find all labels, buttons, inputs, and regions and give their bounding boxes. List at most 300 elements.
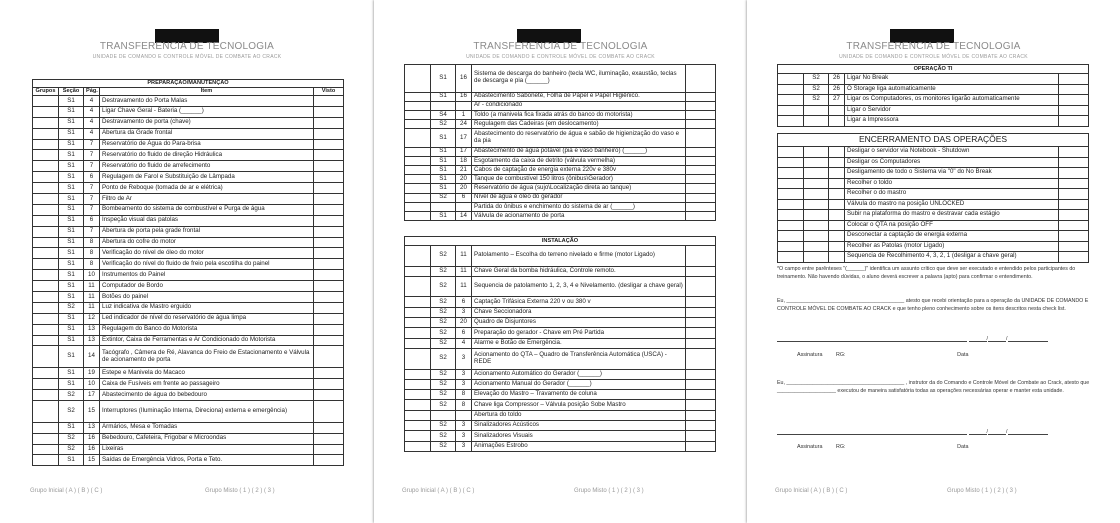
table-row	[405, 318, 716, 328]
cell-visto	[1059, 231, 1089, 242]
table-row	[33, 422, 344, 433]
cell-pagina: 18	[456, 156, 472, 165]
cell-secao: S1	[59, 237, 84, 248]
cell-visto	[686, 120, 716, 129]
label-assinatura: Assinatura	[797, 444, 823, 450]
cell-visto	[314, 259, 344, 270]
cell-grupo	[33, 226, 59, 237]
cell-item: Acionamento Automático do Gerador (______)	[472, 369, 686, 379]
cell-grupo	[33, 161, 59, 172]
cell-secao: S2	[804, 74, 829, 85]
footer-grupo-inicial: Grupo Inicial ( A ) ( B ) ( C )	[775, 488, 848, 494]
cell-grupo	[778, 178, 804, 189]
cell-item: Alarme e Botão de Emergência.	[472, 338, 686, 348]
table-row	[405, 193, 716, 202]
cell-secao: S1	[59, 150, 84, 161]
cell-pagina	[829, 105, 845, 116]
cell-pagina	[456, 410, 472, 420]
table-row	[405, 184, 716, 193]
cell-grupo	[778, 105, 804, 116]
cell-item: Cabos de captação de energia externa 220v e 380v	[472, 166, 686, 175]
table-row	[405, 410, 716, 420]
cell-visto	[314, 455, 344, 466]
table-row	[33, 292, 344, 303]
cell-secao: S1	[59, 215, 84, 226]
cell-secao: S1	[431, 166, 456, 175]
table-row	[405, 338, 716, 348]
cell-item: Subir na plataforma do mastro e destravar cada estágio	[845, 210, 1059, 221]
cell-visto	[314, 281, 344, 292]
document-page-2	[374, 0, 747, 523]
cell-item: Nível de água e óleo do gerador	[472, 193, 686, 202]
cell-visto	[686, 276, 716, 297]
cell-secao: S1	[431, 129, 456, 147]
table-row	[33, 455, 344, 466]
cell-visto	[314, 128, 344, 139]
cell-visto	[686, 307, 716, 317]
cell-secao: S1	[59, 313, 84, 324]
cell-secao: S2	[431, 348, 456, 369]
cell-item: Chave Geral da bomba hidráulica, Controle remoto.	[472, 266, 686, 276]
cell-item: Caixa de Fusíveis em frente ao passageiro	[100, 379, 314, 390]
table-row	[33, 302, 344, 313]
cell-item: Captação Trifásica Externa 220 v ou 380 v	[472, 297, 686, 307]
cell-secao: S1	[431, 184, 456, 193]
cell-grupo	[778, 84, 804, 95]
cell-secao: S1	[59, 172, 84, 183]
cell-pagina: 3	[456, 307, 472, 317]
cell-pagina: 10	[84, 270, 100, 281]
cell-grupo	[33, 259, 59, 270]
cell-item: Sequencia de patolamento 1, 2, 3, 4 e Nivelamento. (desligar a chave geral)	[472, 276, 686, 297]
cell-secao: S2	[59, 444, 84, 455]
table-row	[33, 226, 344, 237]
cell-grupo	[33, 172, 59, 183]
cell-secao: S1	[431, 156, 456, 165]
table-row	[778, 241, 1089, 252]
cell-visto	[314, 292, 344, 303]
cell-grupo	[33, 248, 59, 259]
cell-item: Luz indicativa de Mastro erguido	[100, 302, 314, 313]
cell-pagina: 21	[456, 166, 472, 175]
table-row	[778, 189, 1089, 200]
table-row	[778, 199, 1089, 210]
cell-visto	[686, 441, 716, 451]
cell-item: Recolher o toldo	[845, 178, 1059, 189]
cell-secao: S1	[431, 212, 456, 221]
table-row	[778, 252, 1089, 263]
cell-secao: S2	[431, 421, 456, 431]
cell-grupo	[33, 368, 59, 379]
cell-pagina: 7	[84, 204, 100, 215]
cell-grupo	[405, 156, 431, 165]
cell-secao: S4	[431, 110, 456, 119]
cell-visto	[686, 410, 716, 420]
cell-secao	[804, 220, 829, 231]
cell-visto	[686, 369, 716, 379]
cell-item: Recolher as Patolas (motor Ligado)	[845, 241, 1059, 252]
cell-pagina	[456, 101, 472, 110]
cell-pagina	[829, 116, 845, 127]
cell-visto	[686, 101, 716, 110]
table-row	[778, 84, 1089, 95]
cell-visto	[314, 172, 344, 183]
cell-grupo	[405, 328, 431, 338]
cell-item: Ligar o Servidor	[845, 105, 1059, 116]
cell-visto	[314, 422, 344, 433]
cell-item: Abertura da Grade frontal	[100, 128, 314, 139]
cell-visto	[314, 390, 344, 401]
document-page-3	[747, 0, 1120, 523]
cell-visto	[686, 184, 716, 193]
cell-grupo	[33, 390, 59, 401]
cell-grupo	[778, 220, 804, 231]
cell-secao: S1	[59, 422, 84, 433]
cell-visto	[1059, 116, 1089, 127]
cell-item: Desligar os Computadores	[845, 157, 1059, 168]
cell-visto	[686, 297, 716, 307]
cell-item: Tanque de combustível 150 litros (ônibus\Gerador)	[472, 175, 686, 184]
cell-pagina: 3	[456, 379, 472, 389]
cell-pagina: 7	[84, 194, 100, 205]
cell-visto	[686, 129, 716, 147]
cell-item: Sinalizadores Acústicos	[472, 421, 686, 431]
cell-item: Sequencia de Recolhimento 4, 3, 2, 1 (desligar a chave geral)	[845, 252, 1059, 263]
cell-secao	[804, 210, 829, 221]
cell-pagina	[829, 199, 845, 210]
cell-item: Reservatório do fluido de direção Hidráulica	[100, 150, 314, 161]
cell-item: Destravamento do Porta Malas	[100, 96, 314, 107]
cell-visto	[314, 96, 344, 107]
cell-visto	[686, 348, 716, 369]
table-row	[778, 105, 1089, 116]
cell-visto	[686, 202, 716, 211]
cell-pagina: 16	[84, 444, 100, 455]
table-row	[33, 194, 344, 205]
cell-secao: S1	[59, 270, 84, 281]
label-rg: RG:	[835, 444, 846, 450]
checklist-table-top	[404, 64, 716, 221]
cell-grupo	[405, 184, 431, 193]
cell-secao: S2	[431, 441, 456, 451]
cell-secao: S2	[431, 390, 456, 400]
cell-pagina: 15	[84, 400, 100, 422]
cell-visto	[1059, 189, 1089, 200]
cell-secao	[804, 178, 829, 189]
cell-visto	[686, 338, 716, 348]
section-header: INSTALAÇÃO	[405, 237, 716, 246]
cell-visto	[314, 248, 344, 259]
cell-secao	[804, 231, 829, 242]
table-row	[33, 400, 344, 422]
cell-pagina: 3	[456, 421, 472, 431]
cell-visto	[1059, 84, 1089, 95]
cell-secao: S1	[59, 281, 84, 292]
col-header-item: Item	[100, 88, 314, 96]
declaration-instrutor: Eu, ________________________________________ , instrutor da do Comando e Controle Móvel de Combate ao Crack, atesto que ____________________ executou de maneira satisfatória todas as operações necessárias operar e manter esta unidade.	[777, 380, 1090, 394]
cell-pagina: 10	[84, 379, 100, 390]
cell-item: O Storage liga automaticamente	[845, 84, 1059, 95]
cell-secao: S1	[59, 292, 84, 303]
cell-pagina: 16	[456, 65, 472, 93]
cell-item: Abastecimento de água do bebedouro	[100, 390, 314, 401]
cell-grupo	[405, 175, 431, 184]
cell-visto	[686, 390, 716, 400]
cell-visto	[314, 379, 344, 390]
cell-visto	[314, 204, 344, 215]
cell-pagina: 13	[84, 422, 100, 433]
cell-pagina: 6	[456, 297, 472, 307]
cell-visto	[314, 150, 344, 161]
cell-pagina: 17	[84, 390, 100, 401]
cell-visto	[314, 302, 344, 313]
cell-pagina: 11	[456, 266, 472, 276]
cell-secao: S2	[59, 400, 84, 422]
cell-secao: S1	[431, 92, 456, 101]
table-row	[405, 156, 716, 165]
table-row	[405, 379, 716, 389]
cell-grupo	[778, 241, 804, 252]
cell-secao: S2	[431, 318, 456, 328]
cell-pagina: 3	[456, 369, 472, 379]
table-row	[33, 150, 344, 161]
cell-visto	[1059, 178, 1089, 189]
cell-grupo	[405, 202, 431, 211]
cell-item: Filtro de Ar	[100, 194, 314, 205]
cell-grupo	[405, 390, 431, 400]
cell-pagina	[829, 178, 845, 189]
cell-visto	[314, 335, 344, 346]
cell-item: Preparação do gerador - Chave em Pré Partida	[472, 328, 686, 338]
page-subtitle: UNIDADE DE COMANDO E CONTROLE MÓVEL DE COMBATE AO CRACK	[839, 54, 1028, 60]
section-header: OPERAÇÃO TI	[778, 65, 1089, 74]
col-header-pag: Pág.	[84, 88, 100, 96]
cell-pagina: 20	[456, 184, 472, 193]
cell-grupo	[778, 116, 804, 127]
cell-visto	[314, 237, 344, 248]
cell-item: Elevação do Mastro – Travamento de coluna	[472, 390, 686, 400]
cell-item: Abertura do cofre do motor	[100, 237, 314, 248]
cell-secao: S2	[431, 379, 456, 389]
cell-pagina: 11	[456, 276, 472, 297]
cell-item: Estepe e Manivela do Macaco	[100, 368, 314, 379]
cell-visto	[686, 431, 716, 441]
cell-pagina	[829, 157, 845, 168]
cell-pagina: 6	[84, 215, 100, 226]
cell-secao	[804, 189, 829, 200]
cell-grupo	[33, 313, 59, 324]
cell-pagina: 14	[456, 212, 472, 221]
cell-secao	[804, 199, 829, 210]
cell-grupo	[33, 335, 59, 346]
cell-grupo	[33, 433, 59, 444]
declaration-aluno: Eu, ________________________________________ atesto que recebi orientação para a operação da UNIDADE DE COMANDO E CONTROLE MÓVEL DE COMBATE AO CRACK e que tenho pleno conhecimento sobre os itens descritos nesta check list.	[777, 298, 1089, 312]
cell-item: Ligar os Computadores, os monitores ligarão automaticamente	[845, 95, 1059, 106]
table-row	[778, 178, 1089, 189]
label-rg: RG:	[835, 352, 846, 358]
table-row	[405, 266, 716, 276]
cell-grupo	[405, 410, 431, 420]
cell-grupo	[33, 379, 59, 390]
cell-visto	[1059, 199, 1089, 210]
cell-pagina	[829, 220, 845, 231]
cell-visto	[314, 400, 344, 422]
cell-grupo	[778, 189, 804, 200]
table-row	[33, 204, 344, 215]
table-row	[33, 106, 344, 117]
cell-secao: S2	[431, 338, 456, 348]
cell-pagina: 7	[84, 150, 100, 161]
cell-grupo	[405, 431, 431, 441]
cell-secao: S2	[431, 297, 456, 307]
cell-secao: S2	[59, 433, 84, 444]
cell-visto	[314, 444, 344, 455]
cell-item: Tacógrafo , Câmera de Ré, Alavanca do Freio de Estacionamento e Válvula de acionamento de porta	[100, 346, 314, 368]
cell-grupo	[405, 297, 431, 307]
cell-grupo	[33, 128, 59, 139]
cell-secao: S1	[59, 117, 84, 128]
col-header-grupos: Grupos	[33, 88, 59, 96]
cell-visto	[1059, 168, 1089, 179]
cell-grupo	[405, 369, 431, 379]
table-row	[33, 433, 344, 444]
cell-secao: S1	[431, 147, 456, 156]
table-row	[33, 128, 344, 139]
table-row	[405, 441, 716, 451]
table-row	[33, 161, 344, 172]
cell-pagina: 11	[84, 281, 100, 292]
cell-pagina	[829, 241, 845, 252]
cell-item: Regulagem de Farol e Substituição de Lâmpada	[100, 172, 314, 183]
cell-grupo	[33, 324, 59, 335]
cell-visto	[1059, 220, 1089, 231]
cell-grupo	[405, 101, 431, 110]
cell-secao	[431, 202, 456, 211]
cell-item: Ligar a Impressora	[845, 116, 1059, 127]
table-row	[33, 379, 344, 390]
cell-secao: S2	[431, 307, 456, 317]
table-row	[405, 307, 716, 317]
cell-secao: S1	[59, 106, 84, 117]
cell-grupo	[778, 199, 804, 210]
cell-visto	[1059, 147, 1089, 158]
cell-pagina: 3	[456, 441, 472, 451]
cell-visto	[686, 212, 716, 221]
cell-pagina: 4	[456, 338, 472, 348]
cell-visto	[686, 328, 716, 338]
cell-item: Interruptores (Iluminação Interna, Direciona) externa e emergência)	[100, 400, 314, 422]
table-row	[778, 147, 1089, 158]
cell-grupo	[405, 110, 431, 119]
table-row	[405, 348, 716, 369]
cell-pagina: 11	[456, 246, 472, 267]
cell-pagina: 24	[456, 120, 472, 129]
cell-visto	[686, 156, 716, 165]
cell-grupo	[33, 139, 59, 150]
cell-secao: S2	[804, 95, 829, 106]
cell-secao: S2	[431, 431, 456, 441]
checklist-table	[32, 79, 344, 466]
cell-visto	[314, 226, 344, 237]
cell-pagina: 11	[84, 302, 100, 313]
cell-secao: S1	[59, 161, 84, 172]
cell-pagina: 8	[456, 400, 472, 410]
cell-pagina: 1	[456, 110, 472, 119]
cell-item: Reservatório do fluido de arrefecimento	[100, 161, 314, 172]
page-title: TRANSFERENCIA DE TECNOLOGIA	[99, 41, 275, 52]
cell-grupo	[33, 183, 59, 194]
table-row	[405, 147, 716, 156]
table-row	[405, 328, 716, 338]
table-row	[405, 421, 716, 431]
cell-visto	[686, 92, 716, 101]
cell-item: Sinalizadores Visuais	[472, 431, 686, 441]
table-row	[33, 172, 344, 183]
table-row	[405, 120, 716, 129]
cell-grupo	[405, 92, 431, 101]
cell-grupo	[405, 147, 431, 156]
cell-visto	[686, 166, 716, 175]
table-row	[33, 248, 344, 259]
signature-labels-1	[797, 352, 968, 358]
cell-pagina: 12	[84, 313, 100, 324]
cell-grupo	[778, 252, 804, 263]
cell-item: Chave Seccionadora	[472, 307, 686, 317]
table-row	[405, 166, 716, 175]
table-row	[778, 168, 1089, 179]
cell-pagina	[829, 231, 845, 242]
cell-item: Ligar No Break	[845, 74, 1059, 85]
table-row	[33, 324, 344, 335]
cell-visto	[686, 65, 716, 93]
cell-secao: S1	[59, 335, 84, 346]
cell-secao: S2	[59, 302, 84, 313]
cell-grupo	[33, 281, 59, 292]
cell-visto	[686, 193, 716, 202]
table-row	[778, 220, 1089, 231]
cell-pagina: 3	[456, 431, 472, 441]
cell-pagina: 8	[84, 237, 100, 248]
cell-visto	[314, 183, 344, 194]
table-row	[405, 431, 716, 441]
cell-item: Reservatório de água (sujo\Localização direta ao tanque)	[472, 184, 686, 193]
page-subtitle: UNIDADE DE COMANDO E CONTROLE MÓVEL DE COMBATE AO CRACK	[466, 54, 655, 60]
cell-pagina: 20	[456, 318, 472, 328]
document-page-1	[0, 0, 374, 523]
cell-secao: S1	[59, 204, 84, 215]
cell-pagina: 4	[84, 96, 100, 107]
cell-pagina	[456, 202, 472, 211]
cell-item: Abertura do toldo	[472, 410, 686, 420]
cell-secao: S1	[59, 346, 84, 368]
cell-visto	[314, 368, 344, 379]
cell-pagina: 8	[84, 259, 100, 270]
cell-pagina: 16	[456, 92, 472, 101]
cell-pagina: 3	[456, 348, 472, 369]
cell-visto	[686, 318, 716, 328]
table-row	[778, 157, 1089, 168]
cell-item: Extintor, Caixa de Ferramentas e Ar Condicionado do Motorista	[100, 335, 314, 346]
signature-line-1: / /	[777, 336, 1048, 342]
cell-item: Válvula de acionamento de porta	[472, 212, 686, 221]
cell-secao: S1	[59, 324, 84, 335]
table-row	[405, 65, 716, 93]
cell-grupo	[778, 95, 804, 106]
cell-secao: S2	[431, 328, 456, 338]
cell-item: Regulagem das Cadeiras (em deslocamento)	[472, 120, 686, 129]
cell-pagina: 4	[84, 128, 100, 139]
cell-grupo	[778, 231, 804, 242]
